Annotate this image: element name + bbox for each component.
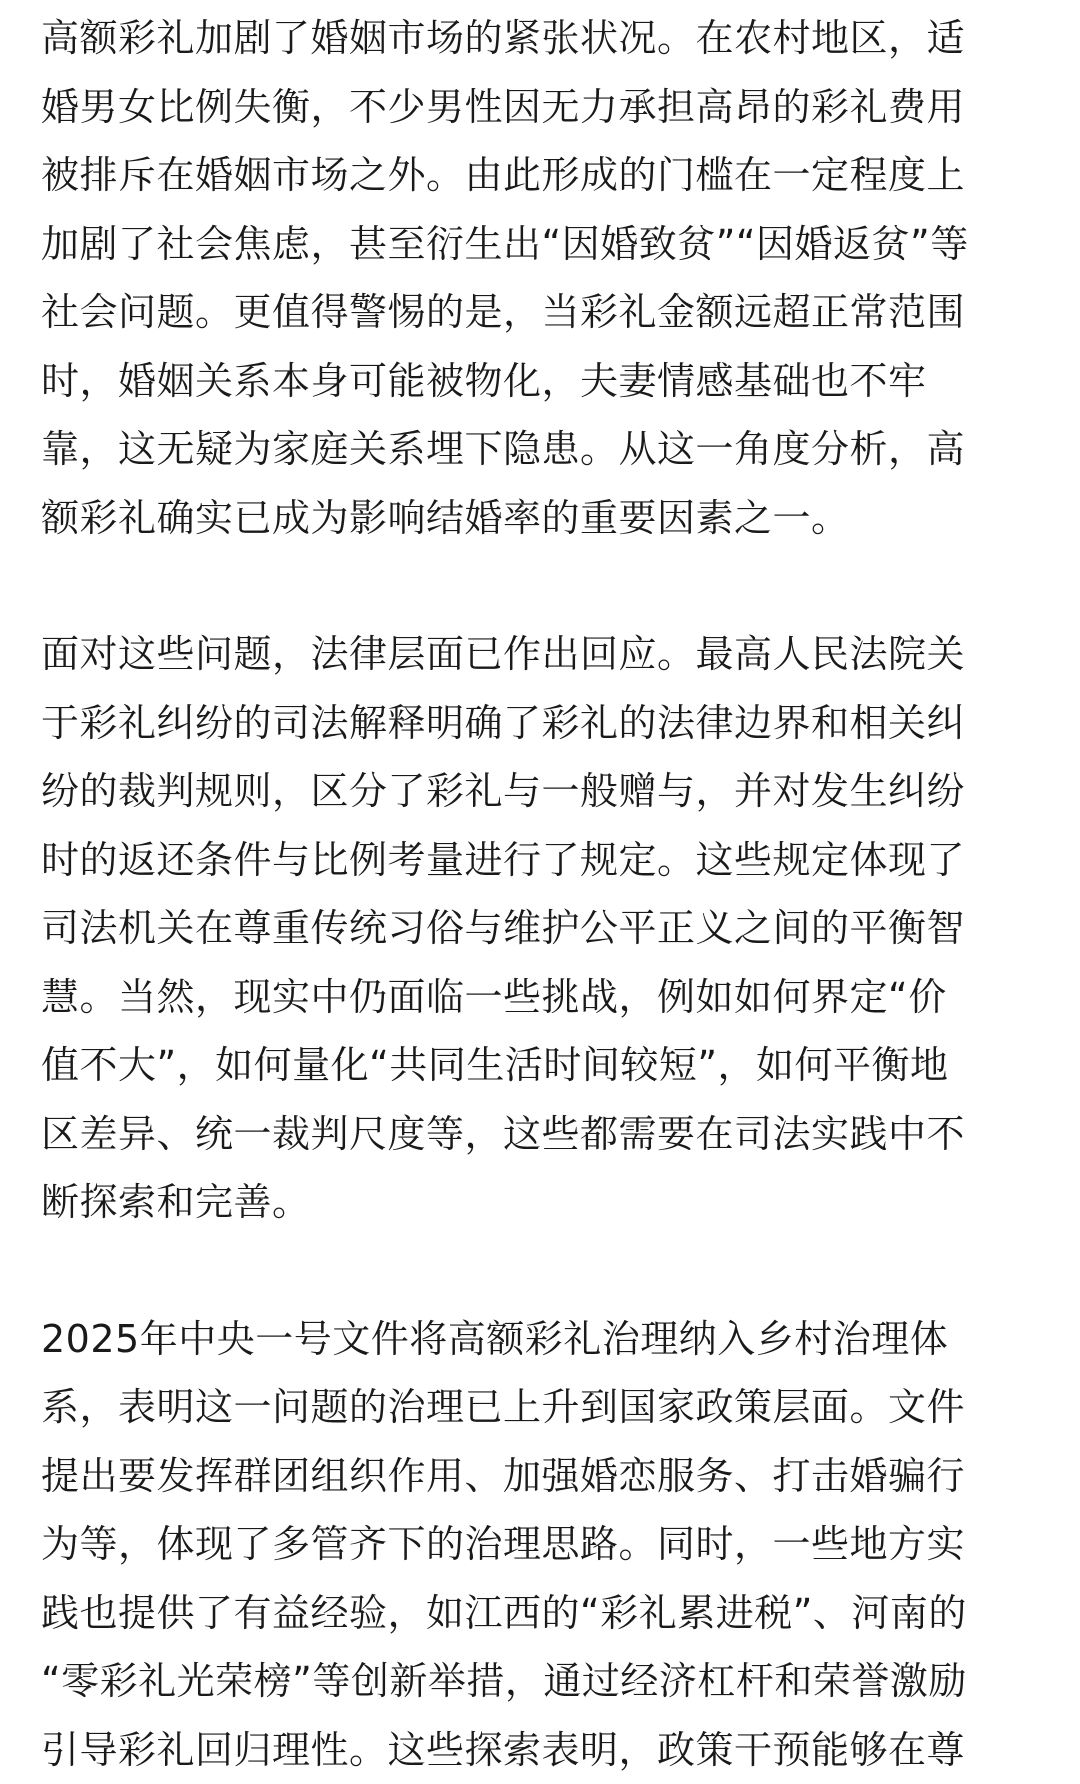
text-line: 高额彩礼加剧了婚姻市场的紧张状况。在农村地区，适 [41,4,1041,73]
text-line: 2025年中央一号文件将高额彩礼治理纳入乡村治理体 [41,1305,1041,1374]
article-body [41,4,1041,1784]
text-line: 面对这些问题，法律层面已作出回应。最高人民法院关 [41,620,1041,689]
text-line: 断探索和完善。 [41,1168,1041,1237]
text-line: 区差异、统一裁判尺度等，这些都需要在司法实践中不 [41,1100,1041,1169]
text-line: 慧。当然，现实中仍面临一些挑战，例如如何界定“价 [41,963,1041,1032]
text-line: 被排斥在婚姻市场之外。由此形成的门槛在一定程度上 [41,141,1041,210]
text-line: 婚男女比例失衡，不少男性因无力承担高昂的彩礼费用 [41,73,1041,142]
text-line: 纷的裁判规则，区分了彩礼与一般赠与，并对发生纠纷 [41,757,1041,826]
text-line: 加剧了社会焦虑，甚至衍生出“因婚致贫”“因婚返贫”等 [41,210,1041,279]
paragraph-3 [41,1305,1041,1784]
text-line: 社会问题。更值得警惕的是，当彩礼金额远超正常范围 [41,278,1041,347]
text-line: 引导彩礼回归理性。这些探索表明，政策干预能够在尊 [41,1716,1041,1784]
text-line: 靠，这无疑为家庭关系埋下隐患。从这一角度分析，高 [41,415,1041,484]
text-line: 值不大”，如何量化“共同生活时间较短”，如何平衡地 [41,1031,1041,1100]
text-line: 时，婚姻关系本身可能被物化，夫妻情感基础也不牢 [41,347,1041,416]
paragraph-1 [41,4,1041,552]
text-line: “零彩礼光荣榜”等创新举措，通过经济杠杆和荣誉激励 [41,1647,1041,1716]
text-line: 额彩礼确实已成为影响结婚率的重要因素之一。 [41,484,1041,553]
text-line: 为等，体现了多管齐下的治理思路。同时，一些地方实 [41,1510,1041,1579]
text-line: 提出要发挥群团组织作用、加强婚恋服务、打击婚骗行 [41,1442,1041,1511]
text-line: 系，表明这一问题的治理已上升到国家政策层面。文件 [41,1373,1041,1442]
text-line: 司法机关在尊重传统习俗与维护公平正义之间的平衡智 [41,894,1041,963]
text-line: 于彩礼纠纷的司法解释明确了彩礼的法律边界和相关纠 [41,689,1041,758]
text-line: 践也提供了有益经验，如江西的“彩礼累进税”、河南的 [41,1579,1041,1648]
text-line: 时的返还条件与比例考量进行了规定。这些规定体现了 [41,826,1041,895]
paragraph-2 [41,620,1041,1237]
